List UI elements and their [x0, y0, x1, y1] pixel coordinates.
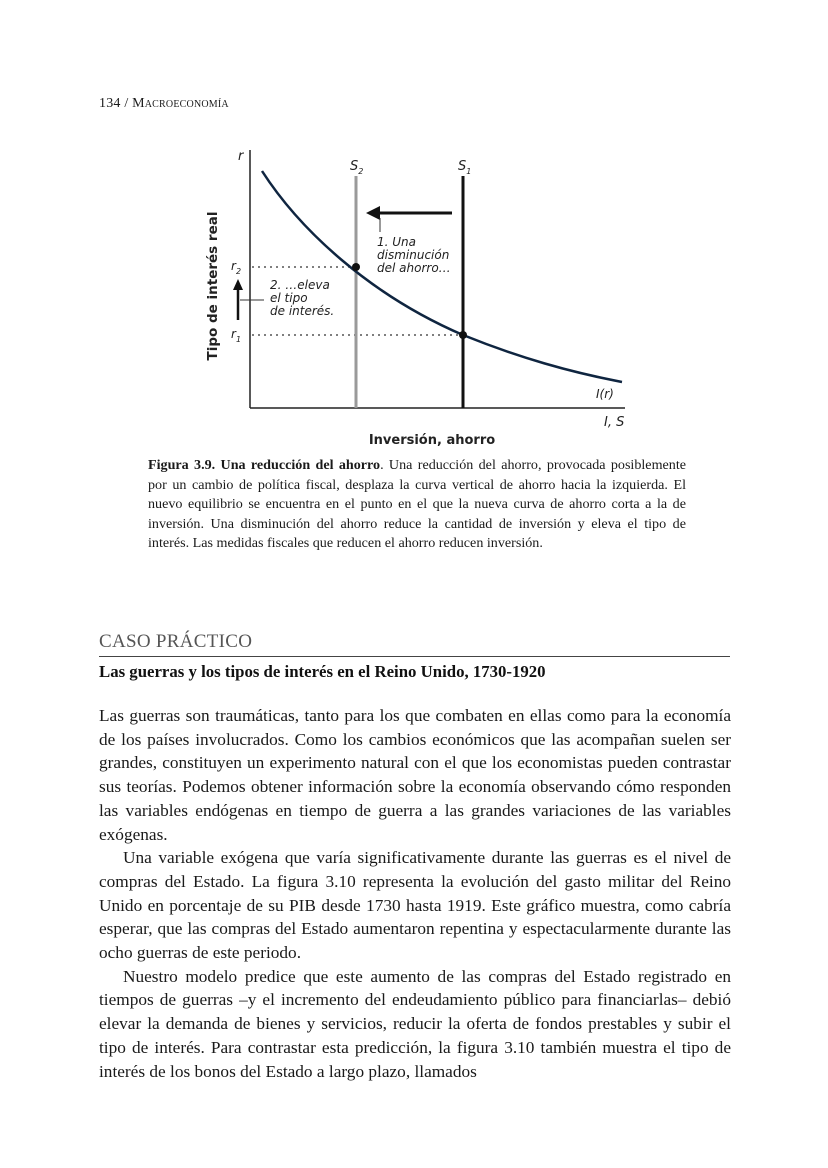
x-axis-symbol: I, S: [604, 415, 625, 430]
book-title: Macroeconomía: [132, 96, 229, 111]
case-study-subheading: Las guerras y los tipos de interés en el Reino Unido, 1730-1920: [99, 662, 546, 681]
s1-label: $S_1$: [458, 159, 472, 176]
x-axis-title: Inversión, ahorro: [368, 433, 496, 448]
y-axis-title: Tipo de interés real: [205, 211, 221, 361]
running-header: [99, 96, 229, 112]
saving-shift-arrowhead: [366, 206, 380, 220]
body-paragraph: Nuestro modelo predice que este aumento de las compras del Estado registrado en tiempos de guerras –y el incremento del endeudamiento público para financiarlas– debió elevar la demanda de bienes y servicios, reducir la oferta de fondos prestables y subir el tipo de interés. Para contrastar esta predicción, la figura 3.10 también muestra el tipo de interés de los bonos del Estado a largo plazo, llamados: [99, 966, 731, 1081]
case-study-heading: CASO PRÁCTICO: [99, 631, 730, 657]
saving-investment-figure: [0, 140, 828, 450]
annotation-2: 2. …eleva el tipo de interés.: [270, 278, 335, 318]
case-study-body: [99, 704, 731, 1083]
y-axis-symbol: r: [238, 149, 244, 164]
equilibrium-point-new: [352, 263, 360, 271]
figure-caption: [148, 456, 686, 554]
interest-rise-arrowhead: [233, 279, 243, 290]
body-paragraph: Las guerras son traumáticas, tanto para los que combaten en ellas como para la economía de los países involucrados. Como los cambios económicos que las acompañan suelen ser grandes, constituyen un experimento natural con el que los economistas pueden contrastar sus teorías. Podemos obtener información sobre la economía observando cómo responden las variables endógenas en tiempo de guerra a las grandes variaciones de las variables exógenas.: [99, 706, 731, 844]
figure-caption-text: . Una reducción del ahorro, provocada posiblemente por un cambio de política fiscal, desplaza la curva vertical de ahorro hacia la izquierda. El nuevo equilibrio se encuentra en el punto en el que la nueva curva de ahorro corta a la de inversión. Una disminución del ahorro reduce la cantidad de inversión y eleva el tipo de interés. Las medidas fiscales que reducen el ahorro reducen inversión.: [148, 457, 687, 551]
body-paragraph: Una variable exógena que varía significativamente durante las guerras es el nivel de compras del Estado. La figura 3.10 representa la evolución del gasto militar del Reino Unido en porcentaje de su PIB desde 1730 hasta 1919. Este gráfico muestra, como cabría esperar, que las compras del Estado aumentaron repentina y espectacularmente durante las ocho guerras de este periodo.: [99, 848, 731, 963]
annotation-1: 1. Una disminución del ahorro…: [377, 235, 451, 275]
investment-curve: [262, 171, 622, 382]
figure-caption-label: Figura 3.9. Una reducción del ahorro: [148, 457, 381, 473]
r1-label: $r_1$: [231, 327, 242, 344]
r2-label: $r_2$: [231, 259, 242, 276]
equilibrium-point-old: [459, 331, 467, 339]
s2-label: $S_2$: [350, 159, 364, 176]
investment-curve-label: I(r): [596, 387, 614, 401]
header-separator: /: [124, 96, 129, 111]
page-number: 134: [99, 96, 121, 111]
